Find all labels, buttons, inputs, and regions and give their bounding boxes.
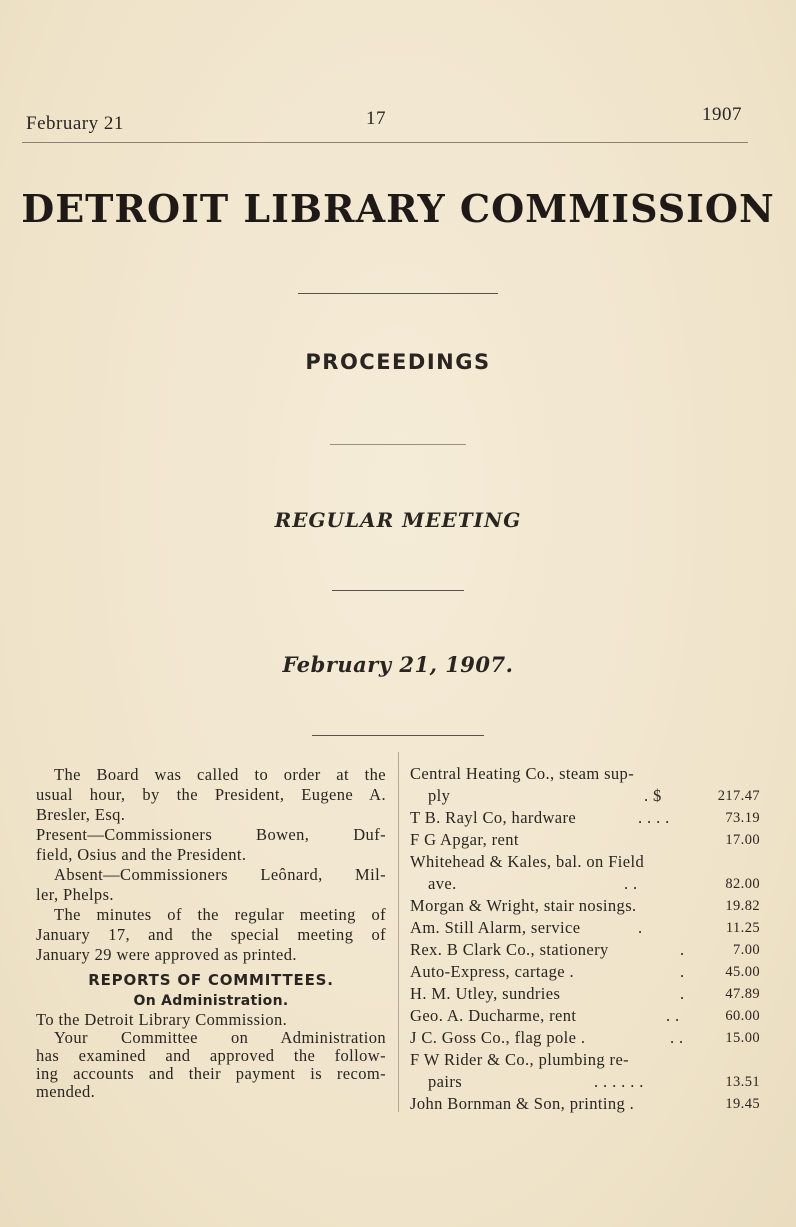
account-line <box>410 1071 762 1093</box>
account-leader: . . . . . . <box>594 1072 644 1091</box>
account-payee: Am. Still Alarm, service <box>410 918 581 937</box>
left-column <box>36 765 386 1101</box>
account-amount: 47.89 <box>725 986 760 1002</box>
account-line <box>410 961 762 983</box>
account-line <box>410 1027 762 1049</box>
account-line <box>410 807 762 829</box>
account-amount: 45.00 <box>725 964 760 980</box>
text-line: Present—Commissioners Bowen, Duf- <box>36 825 386 844</box>
text-line: ler, Phelps. <box>36 885 114 904</box>
account-line <box>410 829 762 851</box>
account-payee: Geo. A. Ducharme, rent <box>410 1006 577 1025</box>
header-year: 1907 <box>702 104 742 125</box>
account-leader: . <box>680 962 685 981</box>
text-line: field, Osius and the President. <box>36 845 247 864</box>
account-payee: Rex. B Clark Co., stationery <box>410 940 609 959</box>
text-line: Bresler, Esq. <box>36 805 126 824</box>
meeting-type-heading: REGULAR MEETING <box>274 508 522 532</box>
text-line: ing accounts and their payment is recom- <box>36 1064 386 1083</box>
text-line: Your Committee on Administration <box>54 1028 386 1047</box>
account-payee: Morgan & Wright, stair nosings. <box>410 896 637 915</box>
account-amount: 15.00 <box>725 1030 760 1046</box>
text-line: usual hour, by the President, Eugene A. <box>36 785 386 804</box>
account-payee: Whitehead & Kales, bal. on Field <box>410 852 645 871</box>
account-amount: 19.82 <box>725 898 760 914</box>
account-line <box>410 1005 762 1027</box>
header-rule <box>22 142 748 143</box>
account-leader: . . <box>666 1006 680 1025</box>
account-amount: 17.00 <box>725 832 760 848</box>
header-date: February 21 <box>26 113 124 134</box>
account-leader: . . <box>624 874 638 893</box>
account-line <box>410 785 762 807</box>
account-payee: H. M. Utley, sundries <box>410 984 561 1003</box>
divider-rule <box>332 590 464 591</box>
account-payee-cont: ave. <box>428 874 457 893</box>
account-line <box>410 873 762 895</box>
account-payee: F W Rider & Co., plumbing re- <box>410 1050 630 1069</box>
account-amount: 11.25 <box>725 920 760 936</box>
paragraph-minutes <box>36 905 386 965</box>
divider-rule <box>312 735 484 736</box>
page-title: DETROIT LIBRARY COMMISSION <box>21 186 775 231</box>
account-line <box>410 939 762 961</box>
text-line: January 29 were approved as printed. <box>36 945 297 964</box>
text-line: The minutes of the regular meeting of <box>54 905 386 924</box>
text-line: mended. <box>36 1082 96 1101</box>
account-line <box>410 1093 762 1115</box>
text-line: has examined and approved the follow- <box>36 1046 386 1065</box>
account-payee: John Bornman & Son, printing . <box>410 1094 635 1113</box>
account-amount: 60.00 <box>725 1008 760 1024</box>
text-line: January 17, and the special meeting of <box>36 925 386 944</box>
account-amount: 7.00 <box>733 942 760 958</box>
text-line: To the Detroit Library Commission. <box>36 1010 288 1029</box>
account-leader: . . <box>670 1028 684 1047</box>
account-line <box>410 763 762 785</box>
account-leader: . . . . <box>638 808 670 827</box>
account-line <box>410 917 762 939</box>
divider-rule <box>330 444 466 445</box>
accounts-list <box>410 763 762 1115</box>
page-number: 17 <box>366 108 386 129</box>
account-amount: 19.45 <box>725 1096 760 1112</box>
account-leader: . <box>680 984 685 1003</box>
account-amount: 73.19 <box>725 810 760 826</box>
subsection-heading: On Administration. <box>133 993 289 1009</box>
account-payee-cont: ply <box>428 786 451 805</box>
account-line <box>410 851 762 873</box>
paragraph-committee-report <box>36 1011 386 1101</box>
paragraph-present <box>36 825 386 865</box>
account-payee: J C. Goss Co., flag pole . <box>410 1028 586 1047</box>
account-line <box>410 895 762 917</box>
account-payee: F G Apgar, rent <box>410 830 519 849</box>
account-leader: . $ <box>644 786 662 805</box>
text-line: Absent—Commissioners Leônard, Mil- <box>54 865 386 884</box>
paragraph-absent <box>36 865 386 905</box>
column-divider <box>398 752 399 1112</box>
account-amount: 13.51 <box>725 1074 760 1090</box>
account-payee: Central Heating Co., steam sup- <box>410 764 635 783</box>
paragraph-call-to-order <box>36 765 386 825</box>
proceedings-heading: PROCEEDINGS <box>305 350 491 374</box>
account-amount: 217.47 <box>717 788 760 804</box>
account-line <box>410 983 762 1005</box>
divider-rule <box>298 293 498 294</box>
account-payee: T B. Rayl Co, hardware <box>410 808 577 827</box>
account-payee: Auto-Express, cartage . <box>410 962 575 981</box>
account-amount: 82.00 <box>725 876 760 892</box>
account-line <box>410 1049 762 1071</box>
account-payee-cont: pairs <box>428 1072 463 1091</box>
meeting-date: February 21, 1907. <box>282 652 514 677</box>
section-heading: REPORTS OF COMMITTEES. <box>88 971 334 989</box>
account-leader: . <box>638 918 643 937</box>
text-line: The Board was called to order at the <box>54 765 386 784</box>
account-leader: . <box>680 940 685 959</box>
